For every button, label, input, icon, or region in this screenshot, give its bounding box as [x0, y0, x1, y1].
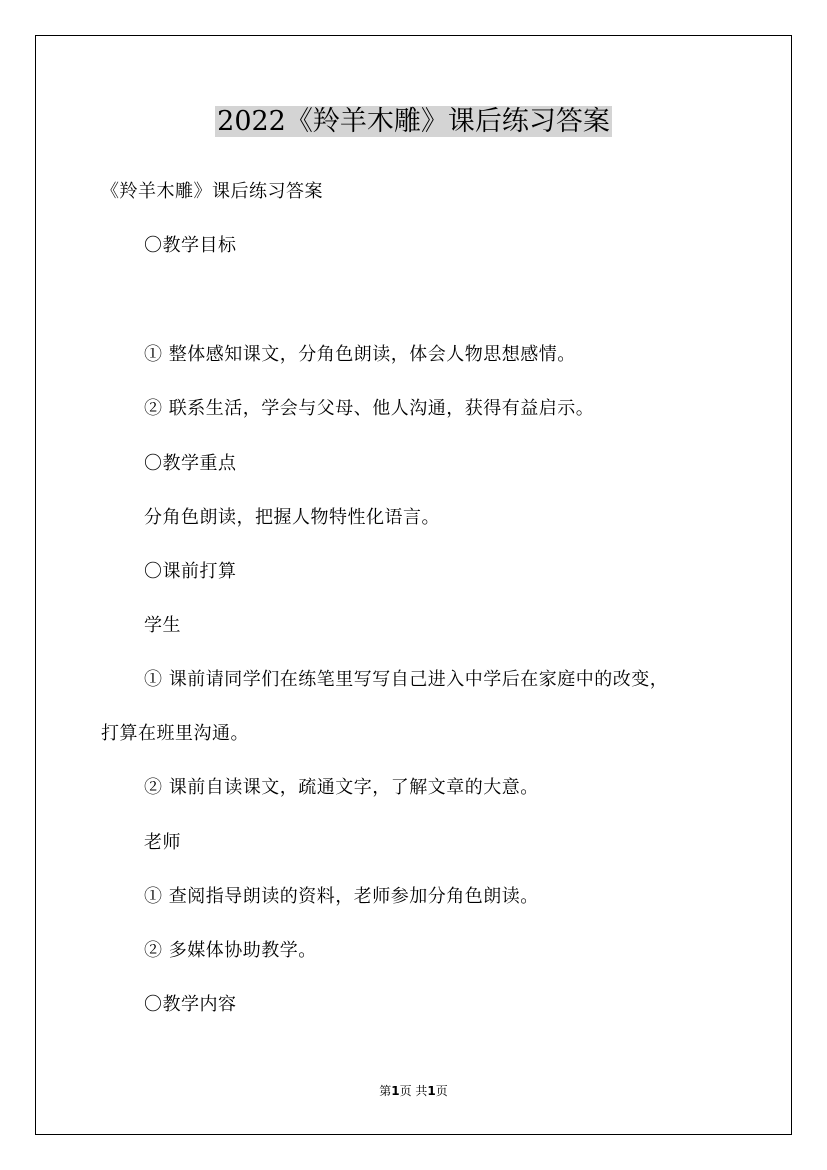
section-heading-objectives: 〇教学目标: [144, 235, 237, 256]
key-point-text: 分角色朗读，把握人物特性化语言。: [144, 507, 440, 528]
document-title-text: 2022《羚羊木雕》课后练习答案: [217, 106, 610, 137]
footer-middle: 页 共: [399, 1084, 428, 1098]
section-heading-content: 〇教学内容: [144, 994, 237, 1015]
teacher-item-1: ① 查阅指导朗读的资料，老师参加分角色朗读。: [144, 886, 539, 907]
student-item-2: ② 课前自读课文，疏通文字，了解文章的大意。: [144, 777, 539, 798]
subheading-students: 学生: [144, 615, 181, 636]
footer-suffix: 页: [435, 1084, 448, 1098]
teacher-item-2: ② 多媒体协助教学。: [144, 940, 317, 961]
document-title: [0, 102, 827, 142]
footer-total-pages: 1: [427, 1084, 436, 1098]
subheading-teacher: 老师: [144, 832, 181, 853]
section-heading-preparation: 〇课前打算: [144, 561, 237, 582]
student-item-1: ① 课前请同学们在练笔里写写自己进入中学后在家庭中的改变，: [144, 669, 669, 690]
page-footer: [0, 1083, 827, 1099]
footer-prefix: 第: [379, 1084, 392, 1098]
subtitle-paragraph: 《羚羊木雕》课后练习答案: [101, 181, 323, 202]
objective-item-1: ① 整体感知课文，分角色朗读，体会人物思想感情。: [144, 344, 576, 365]
section-heading-key-points: 〇教学重点: [144, 453, 237, 474]
student-item-1-continued: 打算在班里沟通。: [101, 723, 249, 744]
footer-page-number: 1: [391, 1084, 400, 1098]
objective-item-2: ② 联系生活，学会与父母、他人沟通，获得有益启示。: [144, 398, 595, 419]
